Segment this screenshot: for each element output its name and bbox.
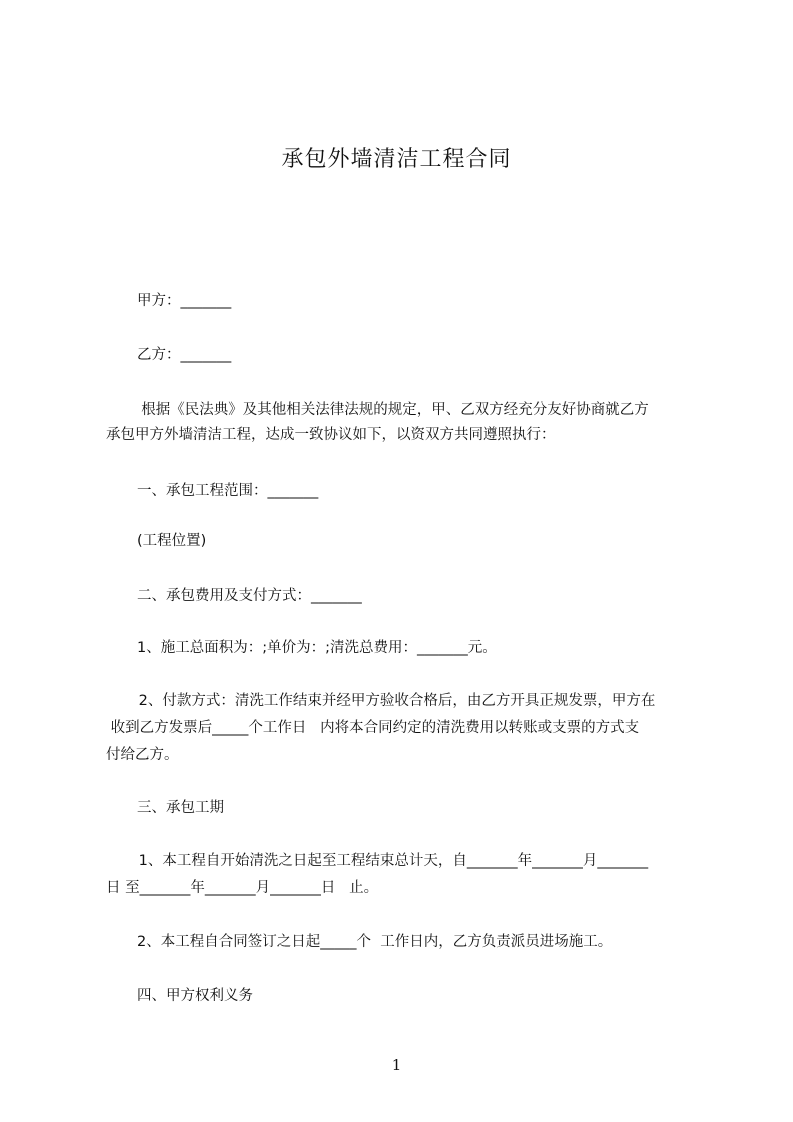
party-a-line: 甲方：_______ bbox=[137, 293, 232, 309]
preamble-line-2: 承包甲方外墙清洁工程，达成一致协议如下，以资双方共同遵照执行： bbox=[106, 427, 556, 443]
clause-3-1-line-2: 日 至_______年_______月_______日 止。 bbox=[106, 880, 379, 896]
clause-2-1: 1、施工总面积为：;单价为：;清洗总费用：_______元。 bbox=[137, 640, 497, 656]
section-4-heading: 四、甲方权利义务 bbox=[137, 988, 253, 1004]
project-location-note: (工程位置) bbox=[137, 533, 207, 549]
clause-2-2-line-3: 付给乙方。 bbox=[106, 747, 179, 763]
clause-3-1-line-1: 1、本工程自开始清洗之日起至工程结束总计天，自_______年_______月_______ bbox=[134, 853, 649, 869]
section-3-heading: 三、承包工期 bbox=[137, 800, 224, 816]
section-1-heading: 一、承包工程范围：_______ bbox=[137, 483, 319, 499]
page-number: 1 bbox=[391, 1056, 402, 1074]
preamble-line-1: 根据《民法典》及其他相关法律法规的规定，甲、乙双方经充分友好协商就乙方 bbox=[132, 402, 649, 418]
clause-2-2-line-2: 收到乙方发票后_____个工作日 内将本合同约定的清洗费用以转账或支票的方式支 bbox=[106, 720, 640, 736]
clause-3-2: 2、本工程自合同签订之日起_____个 工作日内，乙方负责派员进场施工。 bbox=[137, 934, 613, 950]
clause-2-2-line-1: 2、付款方式：清洗工作结束并经甲方验收合格后，由乙方开具正规发票，甲方在 bbox=[134, 693, 656, 709]
party-b-line: 乙方：_______ bbox=[137, 347, 232, 363]
contract-title: 承包外墙清洁工程合同 bbox=[281, 147, 512, 172]
section-2-heading: 二、承包费用及支付方式：_______ bbox=[137, 588, 362, 604]
